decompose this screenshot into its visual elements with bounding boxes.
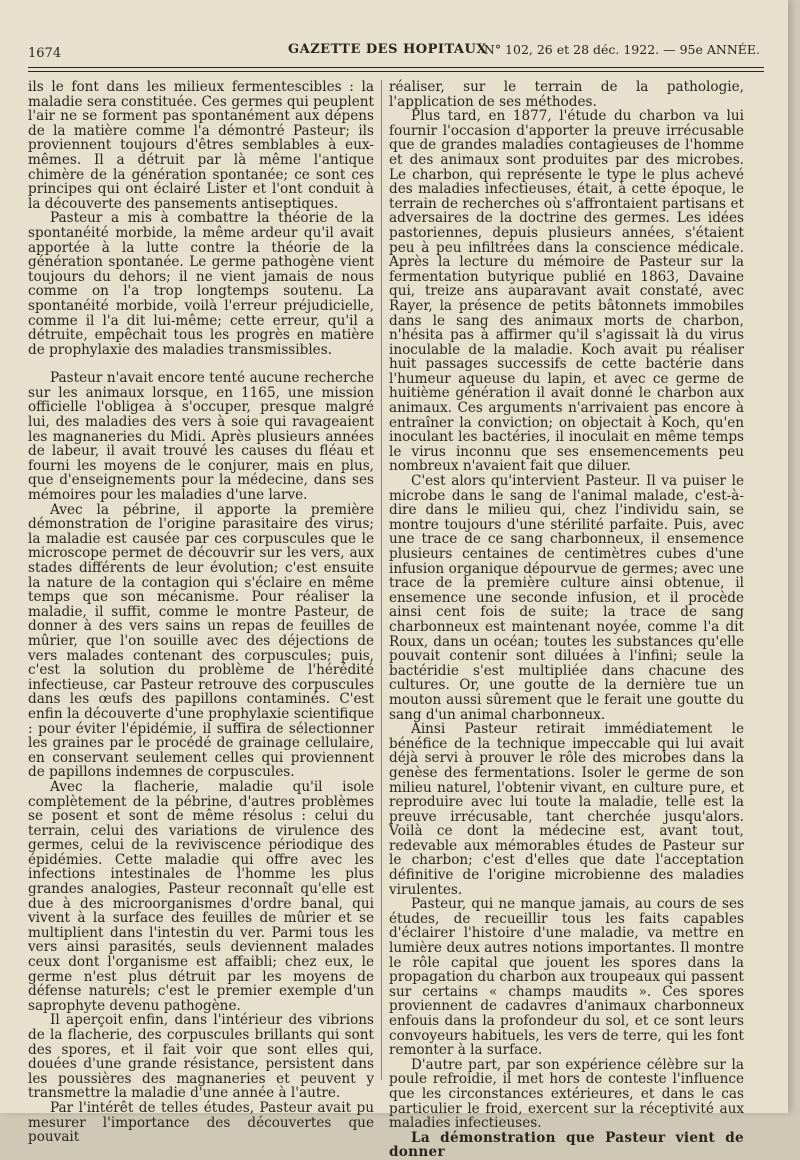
paragraph: D'autre part, par son expérience célèbre sur la poule refroidie, il met hors de conteste l'influence que les circonstances extérieures, et dans le cas particulier le froid, exercent sur la réceptivité aux maladies infectieuses. xyxy=(389,1056,744,1132)
paragraph: ils le font dans les milieux fermentescibles : la maladie sera constituée. Ces germes qui peuplent l'air ne se forment pas spontanément aux dépens de la matière comme l'a démontré Pasteur; ils proviennent toujours d'êtres semblables à eux-mêmes. Il a détruit par là même l'antique chimère de la génération spontanée; ce sont ces principes qui ont éclairé Lister et l'ont conduit à la découverte des pansements antiseptiques. xyxy=(28,79,374,212)
paragraph: Avec la flacherie, maladie qu'il isole complètement de la pébrine, d'autres problèmes se posent et sont de même résolus : celui du terrain, celui des variations de virulence des germes, celui de la reviviscence périodique des épidémies. Cette maladie qui offre avec les infections intestinales de l'homme les plus grandes analogies, Pasteur reconnaît qu'elle est due à des microorganismes d'ordre banal, qui vivent à la surface des feuilles de mûrier et se multiplient dans l'intestin du ver. Parmi tous les vers ainsi parasités, seuls deviennent malades ceux dont l'organisme est affaibli; chez eux, le germe n'est plus détruit par les moyens de défense naturels; c'est le premier exemple d'un saprophyte devenu pathogène. xyxy=(28,778,374,1014)
paragraph: Par l'intérêt de telles études, Pasteur avait pu mesurer l'importance des découvertes que pouvait xyxy=(28,1099,374,1146)
page-header xyxy=(28,40,760,62)
issue-info: N° 102, 26 et 28 déc. 1922. — 95e ANNÉE. xyxy=(483,42,760,57)
paragraph: Pasteur n'avait encore tenté aucune recherche sur les animaux lorsque, en 1165, une mission officielle l'obligea à s'occuper, presque malgré lui, des maladies des vers à soie qui ravageaient les magnaneries du Midi. Après plusieurs années de labeur, il avait trouvé les causes du fléau et fourni les moyens de le conjurer, mais en plus, que d'enseignements pour la médecine, dans ses mémoires pour les maladies d'une larve. xyxy=(28,370,374,504)
header-rule-secondary xyxy=(28,71,764,72)
page-number: 1674 xyxy=(28,46,62,61)
paragraph: Ainsi Pasteur retirait immédiatement le bénéfice de la technique impeccable qui lui avait déjà servi à prouver le rôle des microbes dans la genèse des fermentations. Isoler le germe de son milieu naturel, l'obtenir vivant, en culture pure, et reproduire avec lui toute la maladie, telle est la preuve irrécusable, tant cherchée jusqu'alors. Voilà ce dont la médecine est, avant tout, redevable aux mémorables études de Pasteur sur le charbon; c'est d'elles que date l'acceptation définitive de l'origine microbienne des maladies virulentes. xyxy=(389,721,744,898)
column-divider xyxy=(381,80,382,1080)
left-column xyxy=(28,79,374,1146)
paragraph: réaliser, sur le terrain de la pathologie, l'application de ses méthodes. xyxy=(389,79,744,110)
header-rule xyxy=(28,67,764,68)
paragraph: Pasteur a mis à combattre la théorie de la spontanéité morbide, la même ardeur qu'il avait apportée à la lutte contre la théorie de la génération spontanée. Le germe pathogène vient toujours du dehors; il ne vient jamais de nous comme on l'a trop longtemps soutenu. La spontanéité morbide, voilà l'erreur préjudicielle, comme il l'a dit lui-même; cette erreur, qu'il a détruite, empêchait tous les progrès en matière de prophylaxie des maladies transmissibles. xyxy=(28,210,374,358)
paragraph: C'est alors qu'intervient Pasteur. Il va puiser le microbe dans le sang de l'animal malade, c'est-à-dire dans le milieu qui, chez l'individu sain, se montre toujours d'une stérilité parfaite. Puis, avec une trace de ce sang charbonneux, il ensemence plusieurs centaines de centimètres cubes d'une infusion organique dépourvue de germes; avec une trace de la première culture ainsi obtenue, il ensemence une seconde infusion, et il procède ainsi cent fois de suite; la trace de sang charbonneux est maintenant noyée, comme l'a dit Roux, dans un océan; toutes les substances qu'elle pouvait contenir sont diluées à l'infini; seule la bactéridie s'est multipliée dans chacune des cultures. Or, une goutte de la dernière tue un mouton aussi sûrement que le ferait une goutte du sang d'un animal charbonneux. xyxy=(389,473,744,723)
paragraph-closing: La démonstration que Pasteur vient de donner xyxy=(389,1129,744,1160)
journal-title: GAZETTE DES HOPITAUX xyxy=(288,42,487,57)
paragraph: Il aperçoit enfin, dans l'intérieur des vibrions de la flacherie, des corpuscules brillants qui sont des spores, et il fait voir que sont elles qui, douées d'une grande résistance, persistent dans les poussières des magnaneries et peuvent y transmettre la maladie d'une année à l'autre. xyxy=(28,1012,374,1102)
paragraph: Pasteur, qui ne manque jamais, au cours de ses études, de recueillir tous les faits capables d'éclairer l'histoire d'une maladie, va mettre en lumière deux autres notions importantes. Il montre le rôle capital que jouent les spores dans la propagation du charbon aux troupeaux qui passent sur certains « champs maudits ». Ces spores proviennent de cadavres d'animaux charbonneux enfouis dans la profondeur du sol, et ce sont leurs convoyeurs habituels, les vers de terre, qui les font remonter à la surface. xyxy=(389,896,744,1059)
paragraph: Plus tard, en 1877, l'étude du charbon va lui fournir l'occasion d'apporter la preuve irrécusable que de grandes maladies contagieuses de l'homme et des animaux sont produites par des microbes. Le charbon, qui représente le type le plus achevé des maladies infectieuses, était, à cette époque, le terrain de recherches où s'affrontaient partisans et adversaires de la doctrine des germes. Les idées pastoriennes, depuis plusieurs années, s'étaient peu à peu infiltrées dans la conscience médicale. Après la lecture du mémoire de Pasteur sur la fermentation butyrique publié en 1863, Davaine qui, treize ans auparavant avait constaté, avec Rayer, la présence de petits bâtonnets immobiles dans le sang des animaux morts de charbon, n'hésita pas à affirmer qu'il s'agissait là du virus inoculable de la maladie. Koch avait pu réaliser huit passages successifs de cette bactérie dans l'humeur aqueuse du lapin, et avec ce germe de huitième génération il avait donné le charbon aux animaux. Ces arguments n'arrivaient pas encore à entraîner la conviction; on objectait à Koch, qu'en inoculant les bactéries, il inoculait en même temps le virus inconnu que ses ensemencements peu nombreux n'avaient fait que diluer. xyxy=(389,108,744,475)
right-column xyxy=(389,79,744,1160)
paragraph: Avec la pébrine, il apporte la première démonstration de l'origine parasitaire des virus; la maladie est causée par ces corpuscules que le microscope permet de découvrir sur les vers, aux stades différents de leur évolution; c'est ensuite la nature de la contagion qui s'éclaire en même temps que son mécanisme. Pour réaliser la maladie, il suffit, comme le montre Pasteur, de donner à des vers sains un repas de feuilles de mûrier, que l'on souille avec des déjections de vers malades contenant des corpuscules; puis, c'est la solution du problème de l'hérédité infectieuse, car Pasteur retrouve des corpuscules dans les œufs des papillons contaminés. C'est enfin la découverte d'une prophylaxie scientifique : pour éviter l'épidémie, il suffira de sélectionner les graines par le procédé de grainage cellulaire, en conservant seulement celles qui proviennent de papillons indemnes de corpuscules. xyxy=(28,501,374,781)
